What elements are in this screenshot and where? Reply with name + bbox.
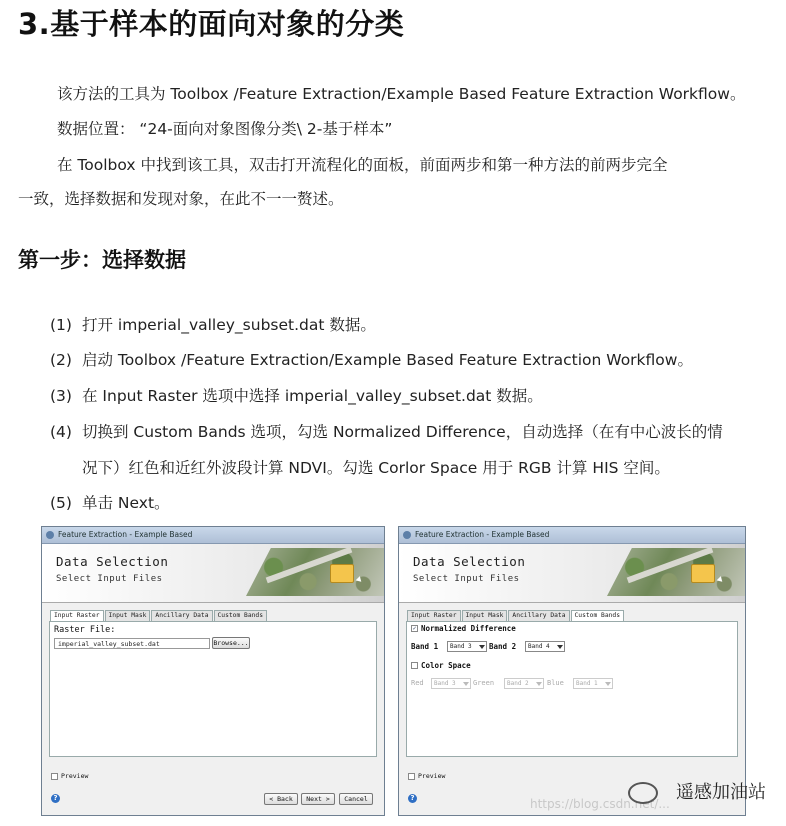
green-select[interactable]: [504, 678, 544, 689]
header-title: Data Selection: [413, 554, 526, 569]
header-subtitle: Select Input Files: [413, 574, 520, 584]
chevron-down-icon: [463, 682, 469, 686]
app-icon: [403, 531, 411, 539]
intro-line-1: 该方法的工具为 Toolbox /Feature Extraction/Example Based Feature Extraction Workflow。: [57, 85, 746, 103]
preview-label: Preview: [61, 772, 89, 780]
window-title: Feature Extraction - Example Based: [415, 530, 550, 539]
dialog-header: [42, 544, 384, 603]
app-icon: [46, 531, 54, 539]
folder-icon: [330, 564, 354, 583]
step-number: (5): [50, 494, 72, 512]
step-item: [50, 491, 170, 513]
blue-value: Band 1: [576, 680, 598, 687]
window-title: Feature Extraction - Example Based: [58, 530, 193, 539]
tab-input-mask[interactable]: Input Mask: [105, 610, 151, 621]
preview-checkbox[interactable]: [51, 773, 58, 780]
wechat-icon: [628, 782, 658, 804]
cancel-button[interactable]: Cancel: [339, 793, 373, 805]
blue-label: Blue: [547, 679, 564, 687]
intro-line-3b: 一致，选择数据和发现对象，在此不一一赘述。: [18, 190, 344, 208]
help-icon[interactable]: ?: [408, 794, 417, 803]
step-text: 打开 imperial_valley_subset.dat 数据。: [82, 316, 376, 334]
watermark-text: 遥感加油站: [676, 782, 766, 803]
normalized-difference-checkbox[interactable]: ✓: [412, 625, 417, 632]
tab-custom-bands[interactable]: Custom Bands: [214, 610, 268, 621]
dialog-header: [399, 544, 745, 603]
tab-ancillary-data[interactable]: Ancillary Data: [151, 610, 212, 621]
tab-input-raster[interactable]: Input Raster: [407, 610, 461, 621]
aerial-image: [607, 548, 745, 596]
step-text: 况下）红色和近红外波段计算 NDVI。勾选 Corlor Space 用于 RGB 计算 HIS 空间。: [82, 459, 670, 477]
red-label: Red: [411, 679, 424, 687]
tab-input-mask[interactable]: Input Mask: [462, 610, 508, 621]
intro-line-2: 数据位置： “24-面向对象图像分类\ 2-基于样本”: [57, 120, 393, 138]
step-number: (1): [50, 316, 72, 334]
step-number: (3): [50, 387, 72, 405]
green-value: Band 2: [507, 680, 529, 687]
tab-bar: [50, 610, 268, 621]
aerial-image: [246, 548, 384, 596]
preview-checkbox[interactable]: [408, 773, 415, 780]
step-text: 启动 Toolbox /Feature Extraction/Example Based Feature Extraction Workflow。: [82, 351, 693, 369]
step-item: [50, 313, 376, 335]
section-heading: 第一步：选择数据: [18, 248, 186, 272]
chevron-down-icon: [479, 645, 485, 649]
window-titlebar: [42, 527, 384, 544]
band2-label: Band 2: [489, 642, 517, 651]
step-item: [50, 456, 670, 478]
next-button[interactable]: Next >: [301, 793, 335, 805]
help-icon[interactable]: ?: [51, 794, 60, 803]
tab-input-raster[interactable]: Input Raster: [50, 610, 104, 622]
red-value: Band 3: [434, 680, 456, 687]
intro-line-3a: 在 Toolbox 中找到该工具，双击打开流程化的面板，前面两步和第一种方法的前两步完全: [57, 156, 668, 174]
step-text: 在 Input Raster 选项中选择 imperial_valley_subset.dat 数据。: [82, 387, 543, 405]
raster-file-label: Raster File:: [54, 625, 116, 635]
preview-label: Preview: [418, 772, 446, 780]
step-item: [50, 348, 693, 370]
band2-value: Band 4: [528, 643, 550, 650]
back-button[interactable]: < Back: [264, 793, 298, 805]
step-number: (4): [50, 423, 72, 441]
band1-label: Band 1: [411, 642, 439, 651]
step-number: (2): [50, 351, 72, 369]
tab-panel: [406, 621, 738, 757]
green-label: Green: [473, 679, 495, 687]
dialog-input-raster: [41, 526, 385, 816]
red-select[interactable]: [431, 678, 471, 689]
step-item: [50, 384, 543, 406]
watermark-url: https://blog.csdn.net/...: [530, 797, 670, 811]
band2-select[interactable]: [525, 641, 565, 652]
header-subtitle: Select Input Files: [56, 574, 163, 584]
tab-ancillary-data[interactable]: Ancillary Data: [508, 610, 569, 621]
raster-file-field[interactable]: imperial_valley_subset.dat: [54, 638, 210, 649]
step-item: [50, 420, 723, 442]
normalized-difference-label: Normalized Difference: [421, 624, 516, 633]
tab-panel: [49, 621, 377, 757]
browse-button[interactable]: Browse...: [213, 639, 249, 647]
header-title: Data Selection: [56, 554, 169, 569]
color-space-label: Color Space: [421, 661, 471, 670]
chevron-down-icon: [536, 682, 542, 686]
step-text: 切换到 Custom Bands 选项，勾选 Normalized Difference，自动选择（在有中心波长的情: [82, 423, 723, 441]
dialog-custom-bands: [398, 526, 746, 816]
band1-select[interactable]: [447, 641, 487, 652]
color-space-checkbox[interactable]: [411, 662, 418, 669]
step-text: 单击 Next。: [82, 494, 170, 512]
window-titlebar: [399, 527, 745, 544]
tab-bar: [407, 610, 625, 621]
band1-value: Band 3: [450, 643, 472, 650]
folder-icon: [691, 564, 715, 583]
chevron-down-icon: [557, 645, 563, 649]
chevron-down-icon: [605, 682, 611, 686]
page-title: 3.基于样本的面向对象的分类: [18, 7, 405, 41]
tab-custom-bands[interactable]: Custom Bands: [571, 610, 625, 622]
blue-select[interactable]: [573, 678, 613, 689]
